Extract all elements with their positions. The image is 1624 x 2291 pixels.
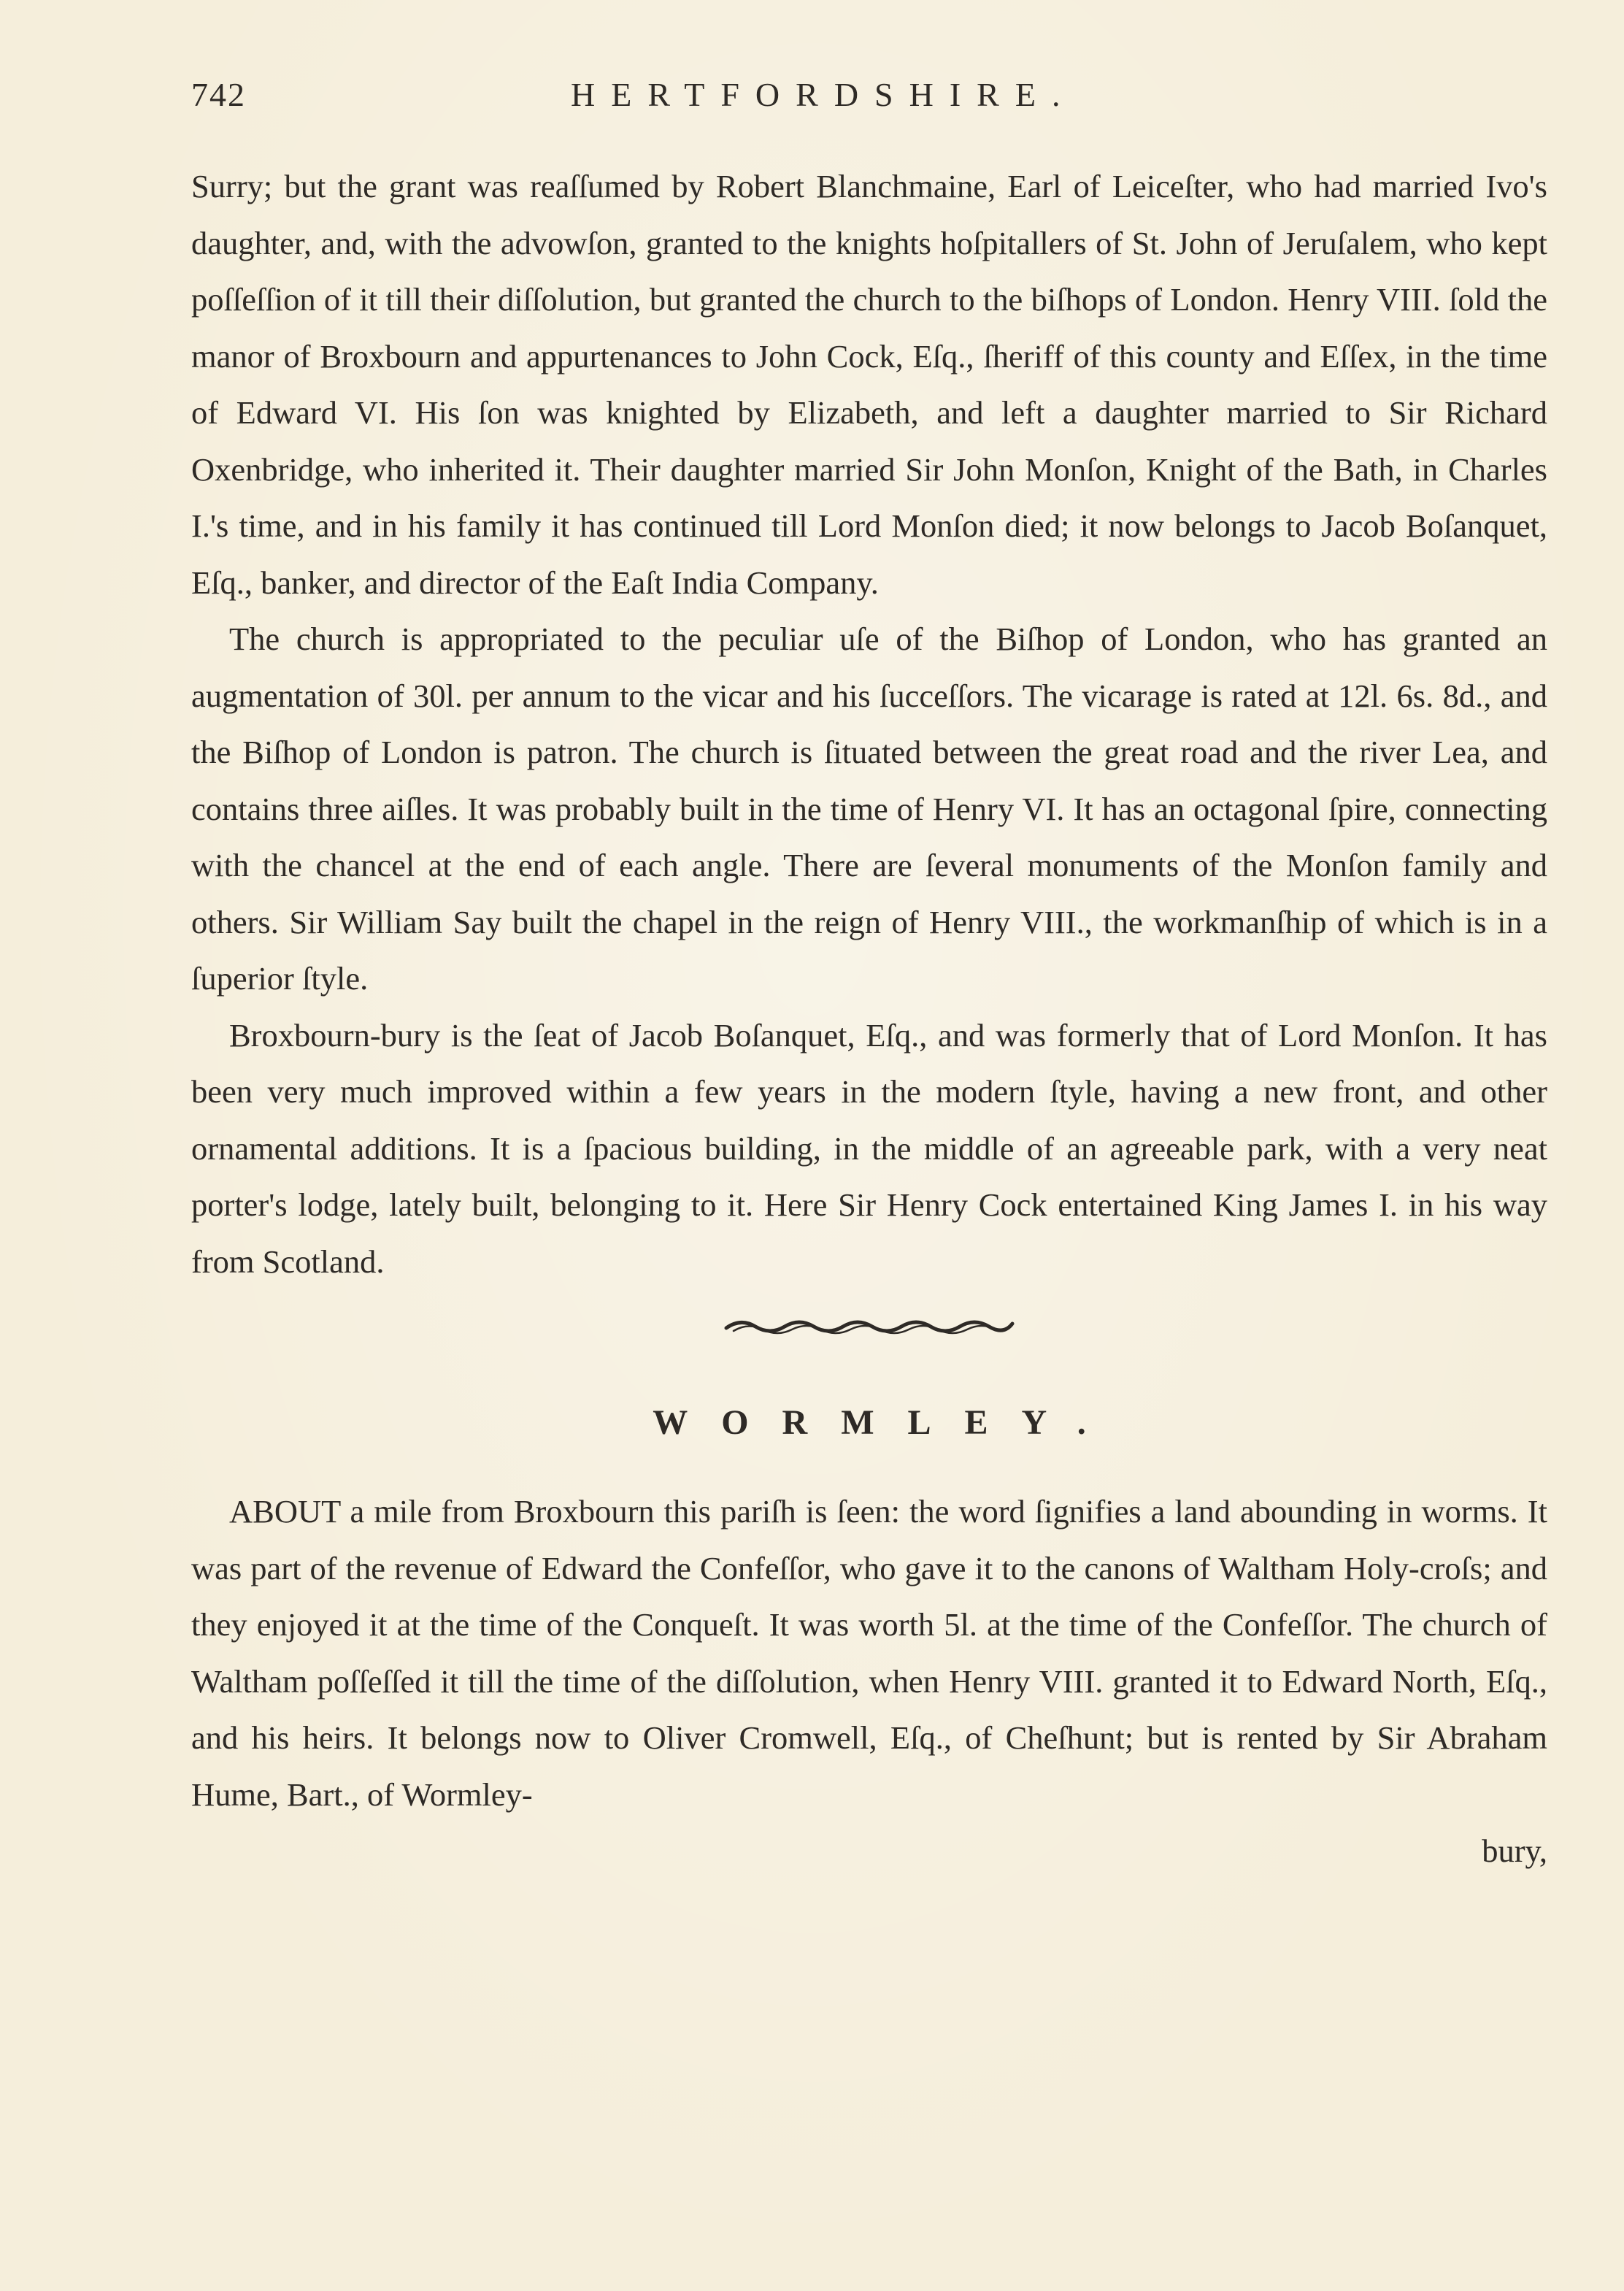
section-title-wormley: WORMLEY.: [653, 1403, 1120, 1442]
running-head: [191, 69, 1547, 128]
wormley-text: [191, 1484, 1547, 1880]
wavy-rule-ornament-icon: [191, 1316, 1547, 1338]
paragraph-wormley: ABOUT a mile from Broxbourn this pariſh is ſeen: the word ſignifies a land abounding in worms. It was part of the revenue of Edward the Confeſſor, who gave it to the canons of Waltham Holy-croſs; and they enjoyed it at the time of the Conqueſt. It was worth 5l. at the time of the Confeſſor. The church of Waltham poſſeſſed it till the time of the diſſolution, when Henry VIII. granted it to Edward North, Eſq., and his heirs. It belongs now to Oliver Cromwell, Eſq., of Cheſhunt; but is rented by Sir Abraham Hume, Bart., of Wormley-: [191, 1493, 1547, 1813]
broxbourn-text: [191, 158, 1547, 1290]
page-number: 742: [191, 76, 246, 113]
paragraph-broxbourn-bury: Broxbourn-bury is the ſeat of Jacob Boſanquet, Eſq., and was formerly that of Lord Monſon. It has been very much improved within a few years in the modern ſtyle, having a new front, and other ornamental additions. It is a ſpacious building, in the middle of an agreeable park, with a very neat porter's lodge, lately built, belonging to it. Here Sir Henry Cock entertained King James I. in his way from Scotland.: [191, 1016, 1547, 1280]
paragraph-church: The church is appropriated to the peculiar uſe of the Biſhop of London, who has granted an augmentation of 30l. per annum to the vicar and his ſucceſſors. The vicarage is rated at 12l. 6s. 8d., and the Biſhop of London is patron. The church is ſituated between the great road and the river Lea, and contains three aiſles. It was probably built in the time of Henry VI. It has an octagonal ſpire, connecting with the chancel at the end of each angle. There are ſeveral monuments of the Monſon family and others. Sir William Say built the chapel in the reign of Henry VIII., the workmanſhip of which is in a ſuperior ſtyle.: [191, 621, 1547, 997]
running-head-title: HERTFORDSHIRE.: [571, 76, 1077, 113]
paragraph-manor-history: Surry; but the grant was reaſſumed by Robert Blanchmaine, Earl of Leiceſter, who had married Ivo's daughter, and, with the advowſon, granted to the knights hoſpitallers of St. John of Jeruſalem, who kept poſſeſſion of it till their diſſolution, but granted the church to the biſhops of London. Henry VIII. ſold the manor of Broxbourn and appurtenances to John Cock, Eſq., ſheriff of this county and Eſſex, in the time of Edward VI. His ſon was knighted by Elizabeth, and left a daughter married to Sir Richard Oxenbridge, who inherited it. Their daughter married Sir John Monſon, Knight of the Bath, in Charles I.'s time, and in his family it has continued till Lord Monſon died; it now belongs to Jacob Boſanquet, Eſq., banker, and director of the Eaſt India Company.: [191, 168, 1547, 601]
catchword: bury,: [1482, 1833, 1547, 1869]
